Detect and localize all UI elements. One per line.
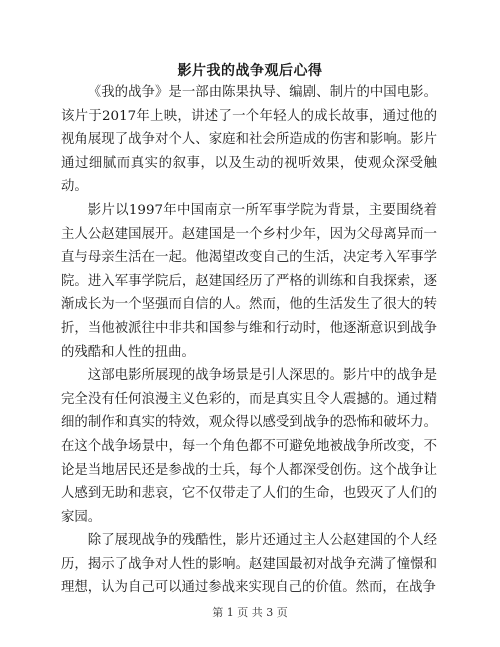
document-body (61, 81, 437, 600)
page-number-footer: 第 1 页 共 3 页 (212, 606, 288, 619)
paragraph: 这部电影所展现的战争场景是引人深思的。影片中的战争是完全没有任何浪漫主义色彩的，而是真实且令人震撼的。通过精细的制作和真实的特效，观众得以感受到战争的恐怖和破坏力。在这个战争场景中，每一个角色都不可避免地被战争所改变，不论是当地居民还是参战的士兵，每个人都深受创伤。这个战争让人感到无助和悲哀，它不仅带走了人们的生命，也毁灭了人们的家园。 (61, 368, 437, 525)
paragraph: 《我的战争》是一部由陈果执导、编剧、制片的中国电影。该片于2017年上映，讲述了一个年轻人的成长故事，通过他的视角展现了战争对个人、家庭和社会所造成的伤害和影响。影片通过细腻而真实的叙事，以及生动的视听效果，使观众深受触动。 (61, 85, 437, 195)
paragraph: 除了展现战争的残酷性，影片还通过主人公赵建国的个人经历，揭示了战争对人性的影响。赵建国最初对战争充满了憧憬和理想，认为自己可以通过参战来实现自己的价值。然而，在战争 (61, 533, 437, 596)
document-title: 影片我的战争观后心得 (177, 63, 323, 79)
paragraph: 影片以1997年中国南京一所军事学院为背景，主要围绕着主人公赵建国展开。赵建国是一个乡村少年，因为父母离异而一直与母亲生活在一起。他渴望改变自己的生活，决定考入军事学院。进入军事学院后，赵建国经历了严格的训练和自我探索，逐渐成长为一个坚强而自信的人。然而，他的生活发生了很大的转折，当他被派往中非共和国参与维和行动时，他逐渐意识到战争的残酷和人性的扭曲。 (61, 202, 437, 360)
